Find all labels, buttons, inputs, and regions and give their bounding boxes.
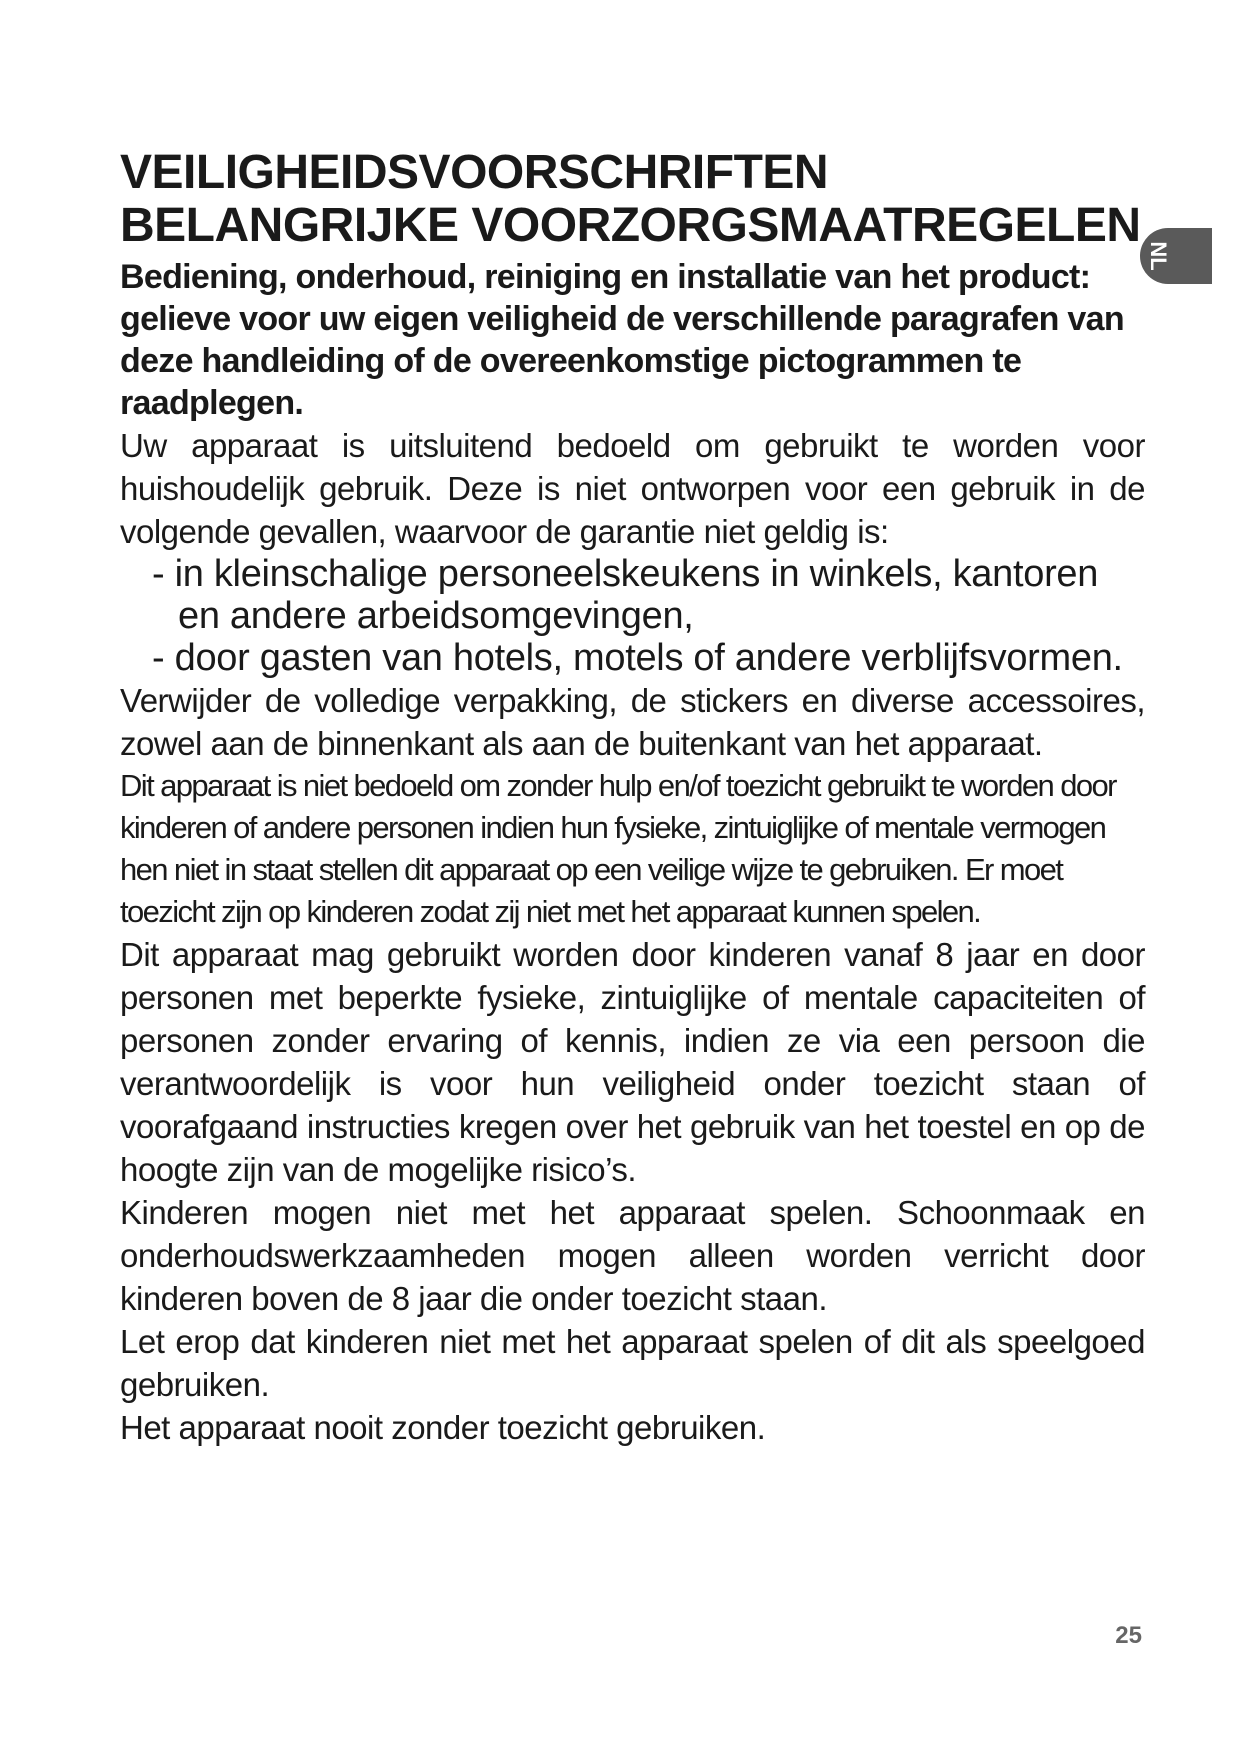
paragraph-not-intended: Dit apparaat is niet bedoeld om zonder hulp en/of toezicht gebruikt te worden door kinderen of andere personen indien hun fysieke, zintuiglijke of mentale vermogen hen niet in staat stellen dit apparaat op een veilige wijze te gebruiken. Er moet toezicht zijn op kinderen zodat zij niet met het apparaat kunnen spelen. xyxy=(120,768,1116,929)
title-line-2: BELANGRIJKE VOORZORGSMAATREGELEN xyxy=(120,199,1141,252)
language-tab-label: NL xyxy=(1146,241,1171,271)
paragraph-cleaning: Kinderen mogen niet met het apparaat spelen. Schoonmaak en onderhoudswerkzaamheden mogen alleen worden verricht door kinderen boven de 8 jaar die onder toezicht staan. xyxy=(120,1194,1145,1317)
page-title xyxy=(120,146,1145,252)
safety-content xyxy=(120,146,1145,1449)
list-item: - in kleinschalige personeelskeukens in winkels, kantoren en andere arbeidsomgevingen, xyxy=(152,553,1099,637)
exclusions-list xyxy=(120,553,1145,679)
title-line-1: VEILIGHEIDSVOORSCHRIFTEN xyxy=(120,146,829,199)
page-number: 25 xyxy=(1115,1622,1142,1649)
paragraph-supervision: Het apparaat nooit zonder toezicht gebruiken. xyxy=(120,1409,766,1446)
paragraph-intended-use: Uw apparaat is uitsluitend bedoeld om gebruikt te worden voor huishoudelijk gebruik. Deze is niet ontworpen voor een gebruik in de volgende gevallen, waarvoor de garantie niet geldig is: xyxy=(120,427,1145,550)
subheading: Bediening, onderhoud, reiniging en installatie van het product: gelieve voor uw eigen veiligheid de verschillende paragrafen van deze handleiding of de overeenkomstige pictogrammen te raadplegen. xyxy=(120,258,1124,422)
paragraph-children-age: Dit apparaat mag gebruikt worden door kinderen vanaf 8 jaar en door personen met beperkte fysieke, zintuiglijke of mentale capaciteiten of personen zonder ervaring of kennis, indien ze via een persoon die verantwoordelijk is voor hun veiligheid onder toezicht staan of voorafgaand instructies kregen over het gebruik van het toestel en op de hoogte zijn van de mogelijke risico’s. xyxy=(120,936,1145,1188)
paragraph-no-toy: Let erop dat kinderen niet met het apparaat spelen of dit als speelgoed gebruiken. xyxy=(120,1323,1145,1403)
list-item: - door gasten van hotels, motels of andere verblijfsvormen. xyxy=(152,637,1123,679)
paragraph-packaging: Verwijder de volledige verpakking, de stickers en diverse accessoires, zowel aan de binnenkant als aan de buitenkant van het apparaat. xyxy=(120,682,1145,762)
